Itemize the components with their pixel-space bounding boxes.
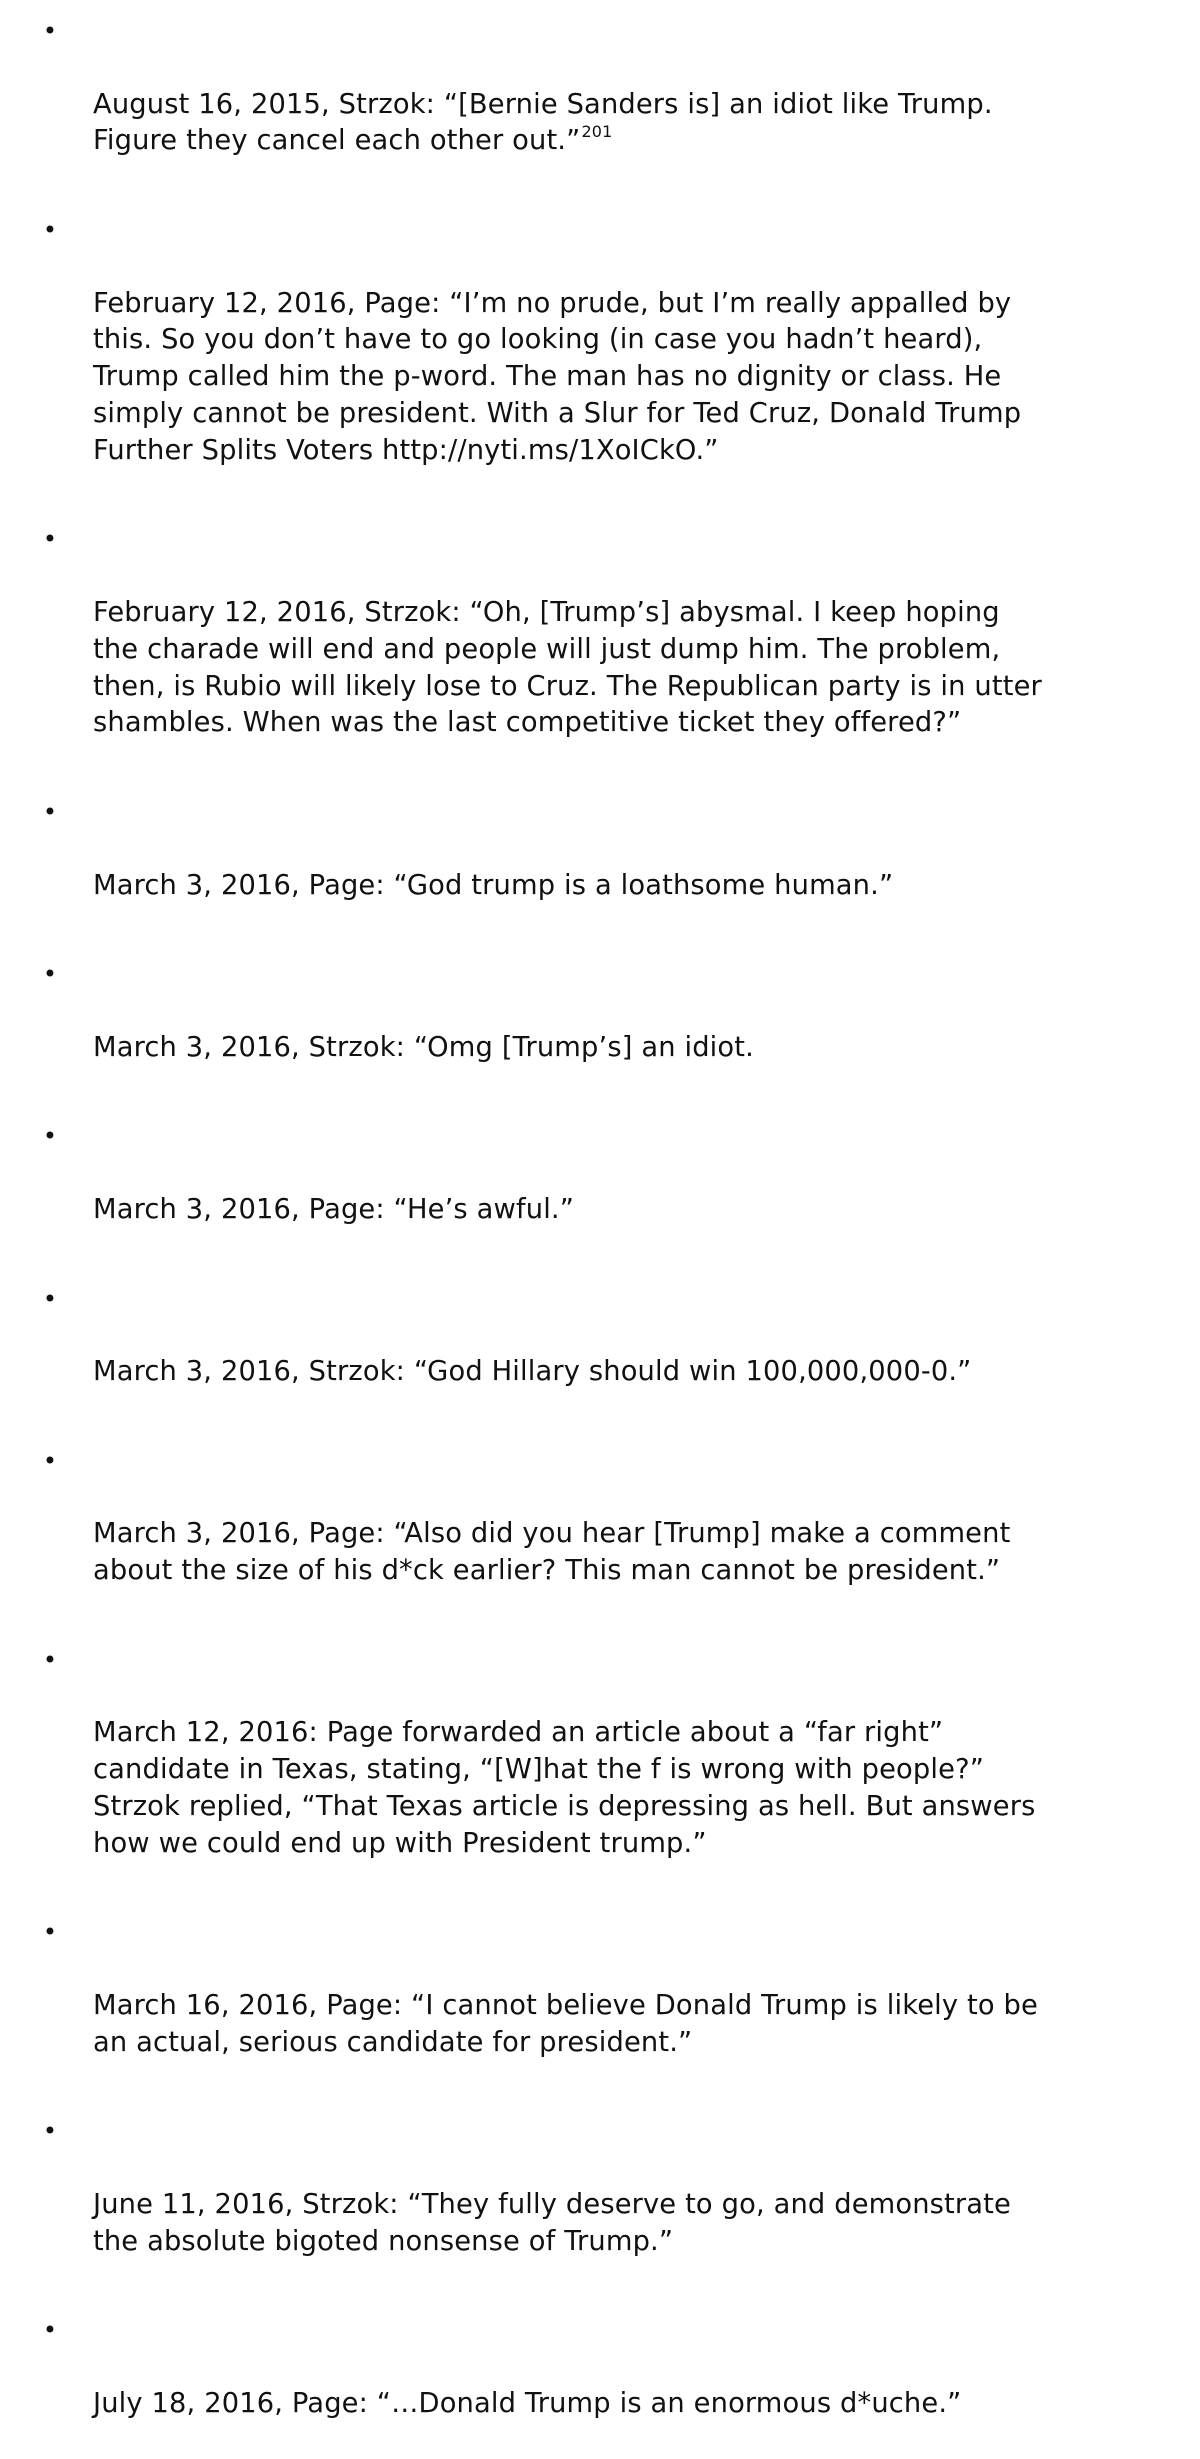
bullet-icon: • bbox=[42, 215, 58, 244]
list-item bbox=[40, 1281, 1160, 1428]
list-item bbox=[40, 794, 1160, 941]
bullet-icon: • bbox=[42, 960, 58, 989]
list-item-text: March 16, 2016, Page: “I cannot believe Donald Trump is likely to be an actual, serious candidate for president.” bbox=[93, 1989, 1038, 2058]
bullet-icon: • bbox=[42, 17, 58, 45]
bullet-icon: • bbox=[42, 1645, 58, 1674]
bullet-icon: • bbox=[42, 1446, 58, 1475]
list-item-text: March 12, 2016: Page forwarded an article about a “far right” candidate in Texas, stating, “[W]hat the f is wrong with people?” Strzok replied, “That Texas article is depressing as hell. But answers how we could end up with President trump.” bbox=[93, 1717, 1036, 1859]
bullet-icon: • bbox=[42, 1122, 58, 1151]
bullet-icon: • bbox=[42, 2117, 58, 2146]
list-item bbox=[40, 13, 1160, 197]
list-item-text bbox=[93, 87, 1160, 161]
list-item-text: March 3, 2016, Strzok: “God Hillary should win 100,000,000-0.” bbox=[93, 1356, 972, 1388]
list-item-text: June 11, 2016, Strzok: “They fully deserve to go, and demonstrate the absolute bigoted nonsense of Trump.” bbox=[93, 2188, 1011, 2257]
list-item bbox=[40, 1443, 1160, 1627]
bullet-icon: • bbox=[42, 1284, 58, 1313]
list-item bbox=[40, 1118, 1160, 1265]
bullet-icon: • bbox=[42, 1918, 58, 1947]
list-item-text: March 3, 2016, Page: “Also did you hear [Trump] make a comment about the size of his d*ck earlier? This man cannot be president.” bbox=[93, 1518, 1011, 1587]
list-item-text: February 12, 2016, Strzok: “Oh, [Trump’s] abysmal. I keep hoping the charade will end and people will just dump him. The problem, then, is Rubio will likely lose to Cruz. The Republican party is in utter shambles. When was the last competitive ticket they offered?” bbox=[93, 596, 1042, 739]
bullet-icon: • bbox=[42, 797, 58, 826]
list-item-text: March 3, 2016, Page: “God trump is a loathsome human.” bbox=[93, 869, 894, 901]
bullet-list bbox=[40, 13, 1160, 2459]
list-item-text: March 3, 2016, Page: “He’s awful.” bbox=[93, 1193, 575, 1225]
list-item-text: March 3, 2016, Strzok: “Omg [Trump’s] an idiot. bbox=[93, 1031, 754, 1063]
list-item-text: February 12, 2016, Page: “I’m no prude, but I’m really appalled by this. So you don’t have to go looking (in case you hadn’t heard), Trump called him the p-word. The man has no dignity or class. He simply cannot be president. With a Slur for Ted Cruz, Donald Trump Further Splits Voters http://nyti.ms/1XoICkO.” bbox=[93, 287, 1022, 466]
bullet-icon: • bbox=[42, 525, 58, 554]
list-item bbox=[40, 1914, 1160, 2098]
list-item bbox=[40, 1642, 1160, 1900]
list-item bbox=[40, 521, 1160, 779]
bullet-icon: • bbox=[42, 2316, 58, 2345]
list-item-text: July 18, 2016, Page: “…Donald Trump is an enormous d*uche.” bbox=[93, 2387, 962, 2419]
footnote-reference: 201 bbox=[581, 122, 613, 142]
list-item bbox=[40, 212, 1160, 506]
list-item bbox=[40, 2312, 1160, 2459]
list-item bbox=[40, 2113, 1160, 2297]
list-item bbox=[40, 956, 1160, 1103]
quote-text: August 16, 2015, Strzok: “[Bernie Sanders is] an idiot like Trump. Figure they cancel each other out.” bbox=[93, 88, 993, 157]
